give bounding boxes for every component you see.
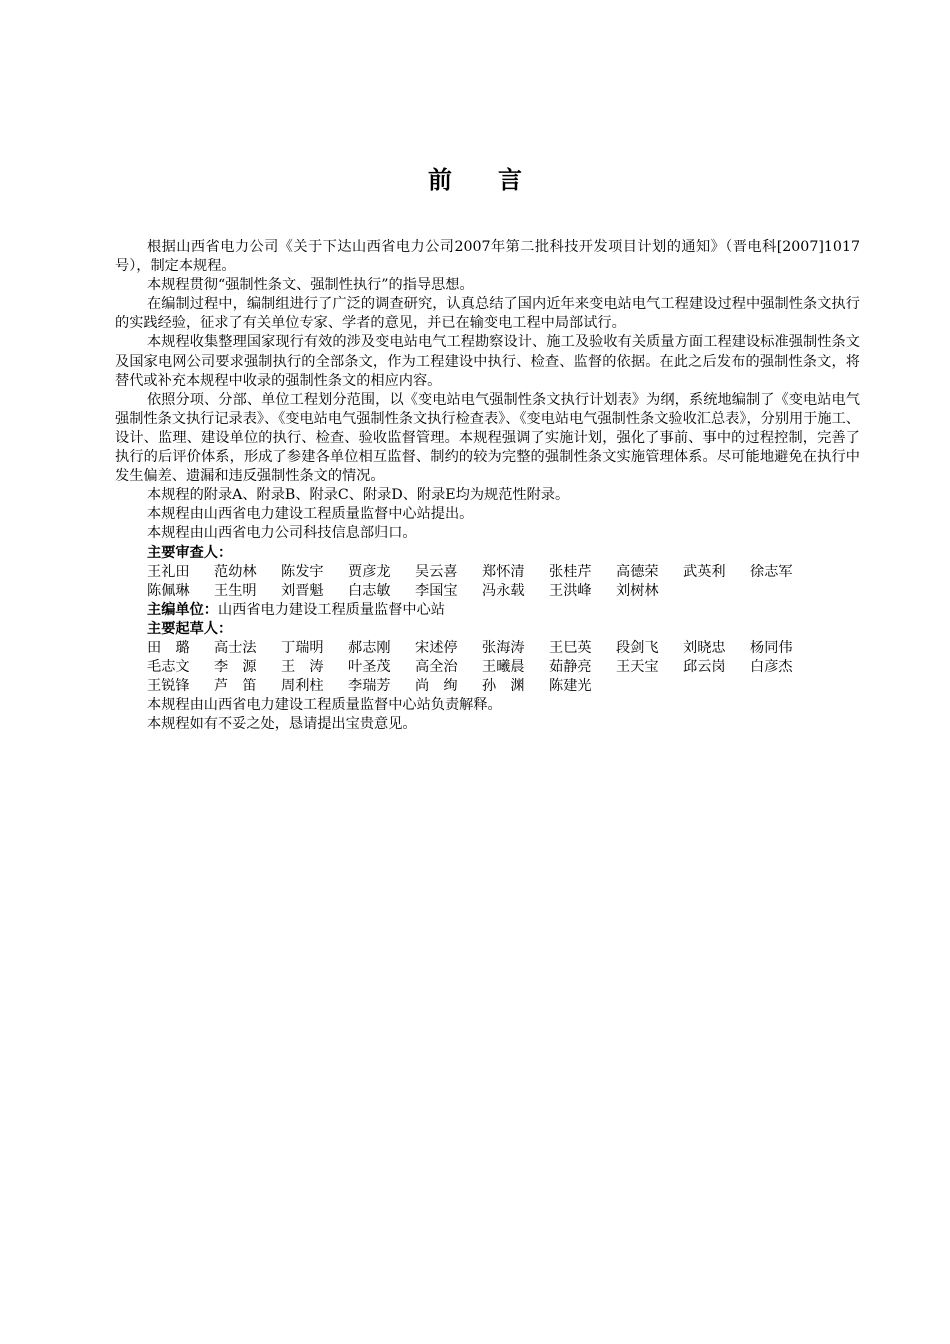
page-title (0, 163, 950, 197)
person-name: 张桂芹 (549, 563, 592, 580)
paragraph-feedback: 本规程如有不妥之处，恳请提出宝贵意见。 (147, 716, 417, 733)
person-name: 刘树林 (616, 582, 659, 599)
person-name: 田 璐 (147, 639, 190, 656)
paragraph-proposer: 本规程由山西省电力建设工程质量监督中心站提出。 (147, 506, 474, 523)
person-name: 李 源 (214, 659, 257, 676)
person-name: 吴云喜 (415, 563, 458, 580)
person-name: 叶圣茂 (348, 659, 391, 676)
drafters-row (147, 677, 860, 696)
paragraph-interpretation: 本规程由山西省电力建设工程质量监督中心站负责解释。 (147, 697, 502, 714)
person-name: 周利柱 (281, 678, 324, 695)
drafters-row (147, 658, 860, 677)
person-name: 白志敏 (348, 582, 391, 599)
person-name: 贾彦龙 (348, 563, 391, 580)
paragraph-structure: 依照分项、分部、单位工程划分范围，以《变电站电气强制性条文执行计划表》为纲，系统地编制了《变电站电气强制性条文执行记录表》、《变电站电气强制性条文执行检查表》、《变电站电气强制性条文验收汇总表》，分别用于施工、设计、监理、建设单位的执行、检查、验收监督管理。本规程强调了实施计划，强化了事前、事中的过程控制，完善了执行的后评价体系，形成了参建各单位相互监督、制约的较为完整的强制性条文实施管理体系。尽可能地避免在执行中发生偏差、遗漏和违反强制性条文的情况。 (115, 391, 860, 485)
editor-unit-value: 山西省电力建设工程质量监督中心站 (217, 601, 445, 618)
drafters-label: 主要起草人： (147, 620, 233, 637)
person-name: 宋述停 (415, 639, 458, 656)
person-name: 高士法 (214, 639, 257, 656)
title-char-2: 言 (498, 166, 522, 194)
person-name: 尚 绚 (415, 678, 458, 695)
reviewers-label: 主要审查人： (147, 544, 233, 561)
paragraph-governing-body: 本规程由山西省电力公司科技信息部归口。 (147, 525, 417, 542)
paragraph-guiding-idea: 本规程贯彻“强制性条文、强制性执行”的指导思想。 (147, 277, 474, 294)
person-name: 邱云岗 (683, 659, 726, 676)
person-name: 王天宝 (616, 659, 659, 676)
person-name: 王洪峰 (549, 582, 592, 599)
paragraph-basis: 根据山西省电力公司《关于下达山西省电力公司2007年第二批科技开发项目计划的通知》（晋电科[2007]1017号），制定本规程。 (115, 239, 860, 275)
document-body (115, 238, 860, 734)
person-name: 武英利 (683, 563, 726, 580)
person-name: 王生明 (214, 582, 257, 599)
person-name: 王巳英 (549, 639, 592, 656)
person-name: 刘晋魁 (281, 582, 324, 599)
person-name: 李国宝 (415, 582, 458, 599)
person-name: 茹静亮 (549, 659, 592, 676)
person-name: 王 涛 (281, 659, 324, 676)
reviewers-list (115, 563, 860, 601)
editor-unit-line (115, 601, 860, 620)
paragraph-compilation: 在编制过程中，编制组进行了广泛的调查研究，认真总结了国内近年来变电站电气工程建设过程中强制性条文执行的实践经验，征求了有关单位专家、学者的意见，并已在输变电工程中局部试行。 (115, 296, 860, 332)
person-name: 范幼林 (214, 563, 257, 580)
person-name: 王礼田 (147, 563, 190, 580)
drafters-list (115, 639, 860, 696)
person-name: 刘晓忠 (683, 639, 726, 656)
person-name: 张海涛 (482, 639, 525, 656)
person-name: 王曦晨 (482, 659, 525, 676)
person-name: 白彦杰 (750, 659, 793, 676)
person-name: 郑怀清 (482, 563, 525, 580)
reviewers-row (147, 563, 860, 582)
person-name: 孙 渊 (482, 678, 525, 695)
person-name: 郝志刚 (348, 639, 391, 656)
person-name: 高德荣 (616, 563, 659, 580)
reviewers-row (147, 582, 860, 601)
person-name: 徐志军 (750, 563, 793, 580)
paragraph-appendix: 本规程的附录A、附录B、附录C、附录D、附录E均为规范性附录。 (147, 487, 570, 504)
title-char-1: 前 (428, 166, 452, 194)
person-name: 王锐锋 (147, 678, 190, 695)
person-name: 丁瑞明 (281, 639, 324, 656)
person-name: 段剑飞 (616, 639, 659, 656)
person-name: 高全治 (415, 659, 458, 676)
person-name: 陈佩琳 (147, 582, 190, 599)
person-name: 芦 笛 (214, 678, 257, 695)
editor-unit-label: 主编单位： (147, 601, 218, 618)
paragraph-scope: 本规程收集整理国家现行有效的涉及变电站电气工程勘察设计、施工及验收有关质量方面工程建设标准强制性条文及国家电网公司要求强制执行的全部条文，作为工程建设中执行、检查、监督的依据。在此之后发布的强制性条文，将替代或补充本规程中收录的强制性条文的相应内容。 (115, 334, 860, 389)
person-name: 毛志文 (147, 659, 190, 676)
person-name: 陈建光 (549, 678, 592, 695)
drafters-row (147, 639, 860, 658)
person-name: 李瑞芳 (348, 678, 391, 695)
person-name: 杨同伟 (750, 639, 793, 656)
person-name: 冯永载 (482, 582, 525, 599)
person-name: 陈发宇 (281, 563, 324, 580)
